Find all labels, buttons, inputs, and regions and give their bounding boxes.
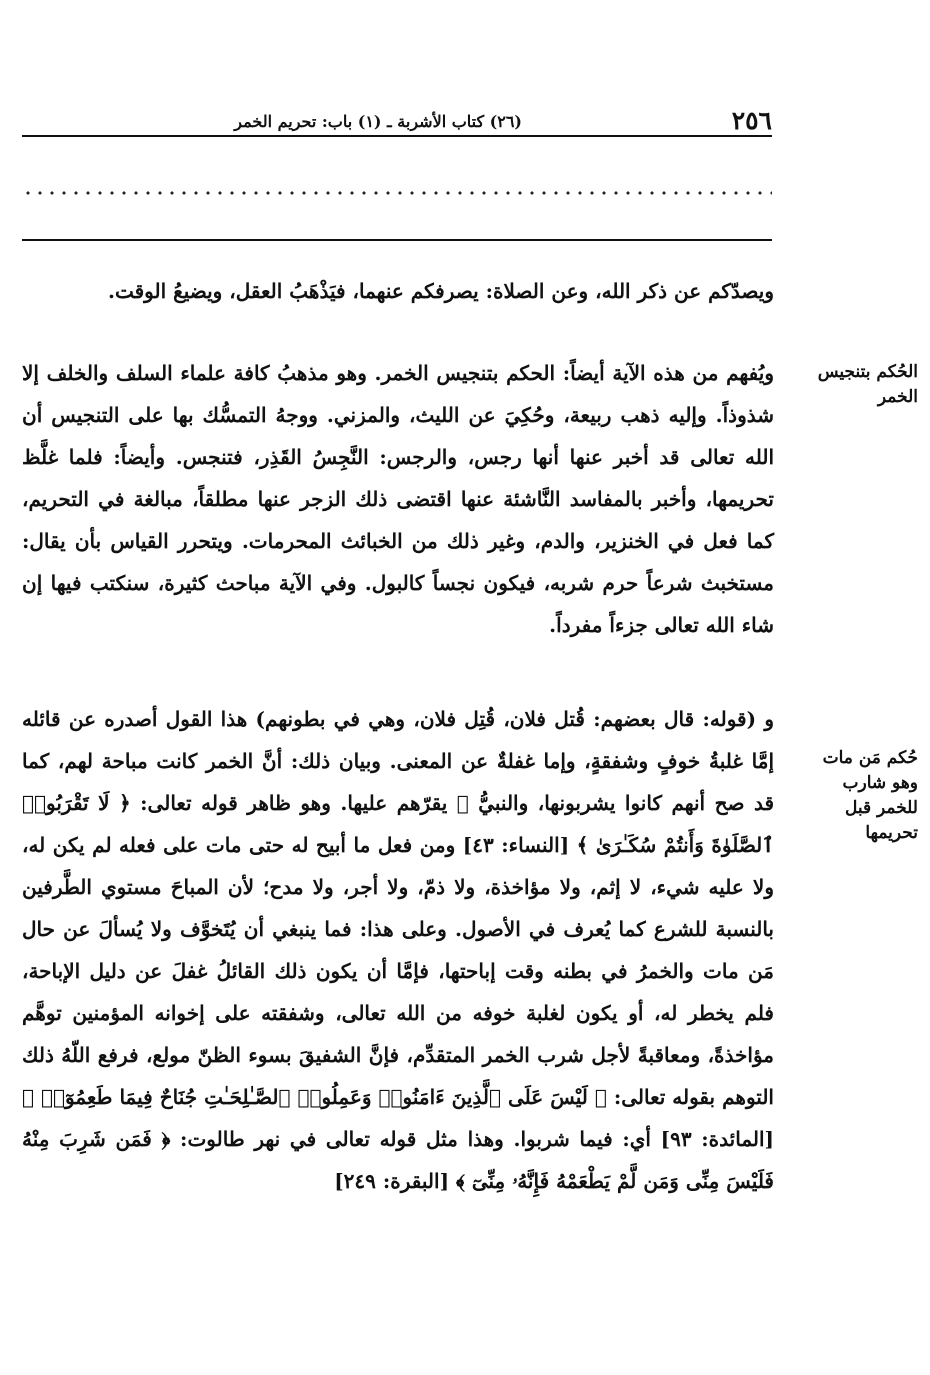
page-header bbox=[22, 104, 772, 134]
paragraph: و (قوله: قال بعضهم: قُتل فلان، قُتِل فلان، وهي في بطونهم) هذا القول أصدره عن قائله إمَّا غلبةُ خوفٍ وشفقةٍ، وإما غفلةٌ عن المعنى. وبيان ذلك: أنَّ الخمر كانت مباحة لهم، كما قد صح أنهم كانوا يشربونها، والنبيُّ ﷺ يقرّهم عليها. وهو ظاهر قوله تعالى: ﴿ لَا تَقْرَبُوا۟ ٱلصَّلَوٰةَ وَأَنتُمْ سُكَـٰرَىٰ ﴾ [النساء: ٤٣] ومن فعل ما أبيح له حتى مات على فعله لم يكن له، ولا عليه شيء، لا إثم، ولا مؤاخذة، ولا ذمّ، ولا أجر، ولا مدح؛ لأن المباحَ مستوي الطَّرفين بالنسبة للشرع كما يُعرف في الأصول. وعلى هذا: فما ينبغي أن يُتَخوَّف ولا يُسألَ عن حال مَن مات والخمرُ في بطنه وقت إباحتها، فإمَّا أن يكون ذلك القائلُ غفلَ عن دليل الإباحة، فلم يخطر له، أو يكون لغلبة خوفه من الله تعالى، وشفقته على إخوانه المؤمنين توهَّم مؤاخذةً، ومعاقبةً لأجل شرب الخمر المتقدِّم، فإنَّ الشفيقَ بسوء الظنّ مولع، فرفع اللّهُ ذلك التوهم بقوله تعالى: ﴿ لَيْسَ عَلَى ٱلَّذِينَ ءَامَنُوا۟ وَعَمِلُوا۟ ٱلصَّـٰلِحَـٰتِ جُنَاحٌ فِيمَا طَعِمُوٓا۟ ﴾ [المائدة: ٩٣] أي: فيما شربوا. وهذا مثل قوله تعالى في نهر طالوت: ﴿ فَمَن شَرِبَ مِنْهُ فَلَيْسَ مِنِّى وَمَن لَّمْ يَطْعَمْهُ فَإِنَّهُۥ مِنِّىٓ ﴾ [البقرة: ٢٤٩] bbox=[22, 707, 774, 1193]
separator-rule bbox=[22, 239, 772, 241]
margin-note-death-before-prohibition: حُكم مَن مات وهو شارب للخمر قبل تحريمها bbox=[822, 748, 918, 843]
paragraph: ويُفهم من هذه الآية أيضاً: الحكم بتنجيس الخمر. وهو مذهبُ كافة علماء السلف والخلف إلا شذوذاً. وإليه ذهب ربيعة، وحُكِيَ عن الليث، والمزني. ووجهُ التمسُّك بها على التنجيس أن الله تعالى قد أخبر عنها أنها رجس، والرجس: النَّجِسُ القَذِر، فتنجس. وأيضاً: فلما غلَّظ تحريمها، وأخبر بالمفاسد النَّاشئة عنها اقتضى ذلك الزجر عنها مطلقاً، مبالغة في التحريم، كما فعل في الخنزير، والدم، وغير ذلك من الخبائث المحرمات. ويتحرر القياس بأن يقال: مستخبث شرعاً حرم شربه، فيكون نجساً كالبول. وفي الآية مباحث كثيرة، سنكتب فيها إن شاء الله تعالى جزءاً مفرداً. bbox=[22, 361, 775, 637]
paragraph: ويصدّكم عن ذكر الله، وعن الصلاة: يصرفكم عنهما، فيَذْهَبُ العقل، ويضيعُ الوقت. bbox=[107, 279, 774, 303]
dotted-separator bbox=[22, 186, 772, 200]
margin-note-najasa: الحُكم بتنجيس الخمر bbox=[817, 362, 918, 407]
running-title: (٢٦) كتاب الأشربة ـ (١) باب: تحريم الخمر bbox=[234, 112, 522, 131]
header-rule bbox=[22, 135, 772, 137]
page-number: ٢٥٦ bbox=[731, 106, 772, 135]
